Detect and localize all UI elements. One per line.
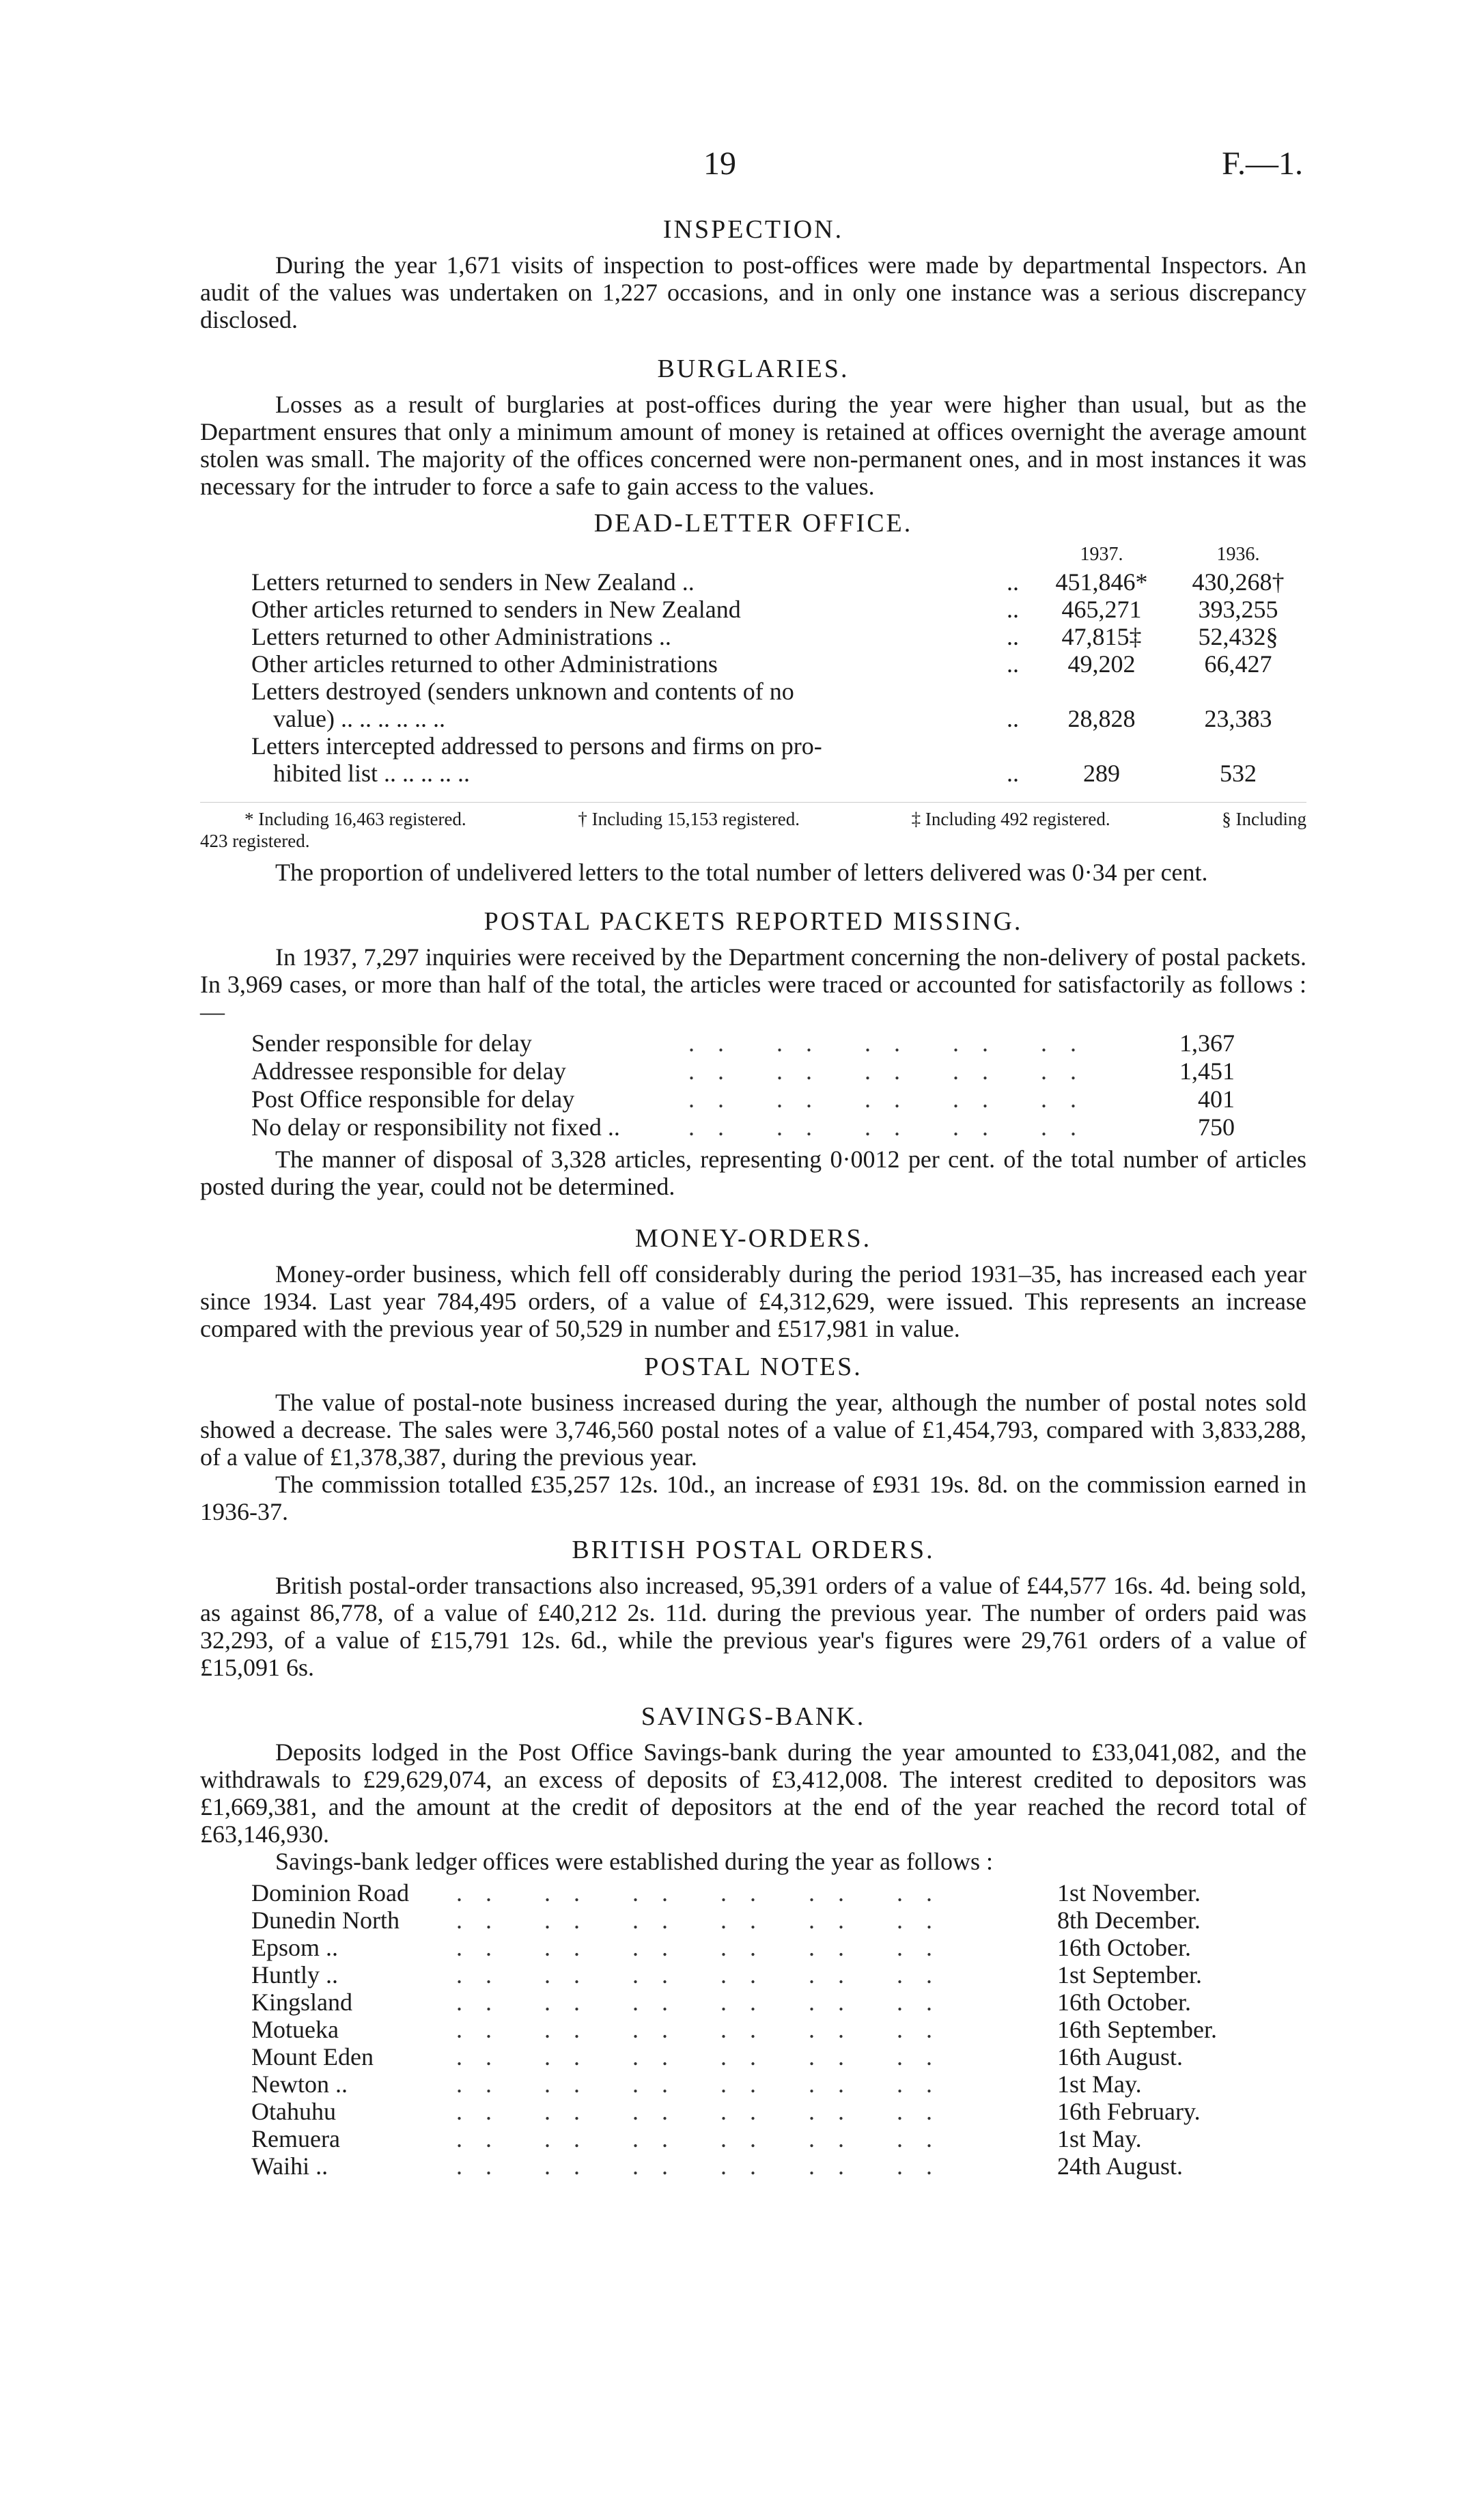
row-label: Letters returned to other Administrations ..	[251, 623, 671, 650]
value-1936: 430,268†	[1192, 568, 1285, 596]
office-name: Huntly ..	[251, 1961, 339, 1988]
missing-intro: In 1937, 7,297 inquiries were received by the Department concerning the non-delivery of postal packets. In 3,969 cases, or more than half of the total, the articles were traced or accounted for satisfactorily as follows :—	[200, 943, 1306, 1025]
postal-notes-heading: POSTAL NOTES.	[644, 1353, 863, 1381]
footnote: † Including 15,153 registered.	[578, 809, 800, 829]
office-date: 16th October.	[1057, 1934, 1191, 1961]
dead-letter-table	[200, 541, 1306, 787]
row-label: Other articles returned to other Administrations	[251, 650, 718, 678]
row-label: Post Office responsible for delay	[251, 1085, 575, 1113]
table-row: Addressee responsible for delay .. .. .. .. .. 1,451	[251, 1057, 1262, 1085]
office-date: 16th February.	[1057, 2098, 1201, 2125]
office-name: Newton ..	[251, 2070, 348, 2098]
row-label: Sender responsible for delay	[251, 1029, 532, 1057]
value-1937: 289	[1083, 760, 1120, 787]
table-row: Sender responsible for delay .. .. .. .. .. 1,367	[251, 1029, 1262, 1057]
row-label: Letters intercepted addressed to persons and firms on pro- hibited list .. .. .. .. ..	[251, 732, 822, 787]
col-1937-header: 1937.	[1080, 544, 1123, 565]
office-date: 16th August.	[1057, 2043, 1184, 2070]
missing-closing: The manner of disposal of 3,328 articles, representing 0·0012 per cent. of the total number of articles posted during the year, could not be determined.	[200, 1146, 1306, 1200]
page-content	[200, 205, 1306, 2180]
value-1937: 28,828	[1067, 705, 1136, 732]
row-label: Addressee responsible for delay	[251, 1057, 566, 1085]
office-date: 16th September.	[1057, 2016, 1217, 2043]
footnote: 423 registered.	[200, 831, 310, 851]
list-item: Huntly .. .. .. .. .. .. .. 1st September.	[251, 1961, 1289, 1988]
savings-bank-list-intro: Savings-bank ledger offices were established during the year as follows :	[275, 1848, 994, 1875]
postal-notes-paragraph-2: The commission totalled £35,257 12s. 10d., an increase of £931 19s. 8d. on the commission earned in 1936-37.	[200, 1471, 1306, 1525]
office-date: 1st November.	[1057, 1879, 1201, 1907]
office-date: 1st May.	[1057, 2070, 1142, 2098]
row-value: 401	[1198, 1085, 1235, 1113]
list-item: Waihi .. .. .. .. .. .. .. 24th August.	[251, 2152, 1289, 2180]
office-name: Kingsland	[251, 1988, 352, 2016]
office-name: Dunedin North	[251, 1907, 400, 1934]
value-1936: 66,427	[1204, 650, 1272, 678]
office-name: Remuera	[251, 2125, 340, 2152]
report-code: F.—1.	[1222, 145, 1303, 182]
row-label: No delay or responsibility not fixed ..	[251, 1113, 620, 1141]
footnotes	[200, 802, 1306, 852]
row-label: Letters returned to senders in New Zealand ..	[251, 568, 695, 596]
british-postal-orders-heading: BRITISH POSTAL ORDERS.	[572, 1536, 935, 1564]
footnote: * Including 16,463 registered.	[244, 809, 466, 829]
proportion-paragraph: The proportion of undelivered letters to the total number of letters delivered was 0·34 per cent.	[275, 859, 1208, 886]
office-name: Motueka	[251, 2016, 339, 2043]
value-1937: 47,815‡	[1061, 623, 1142, 650]
list-item: Otahuhu .. .. .. .. .. .. 16th February.	[251, 2098, 1289, 2125]
list-item: Epsom .. .. .. .. .. .. .. 16th October.	[251, 1934, 1289, 1961]
col-1936-header: 1936.	[1216, 544, 1260, 565]
table-row: Letters returned to senders in New Zealand .. .. 451,846* 430,268†	[200, 568, 1306, 596]
dead-letter-header-row	[200, 541, 1306, 568]
row-label: Letters destroyed (senders unknown and contents of no value) .. .. .. .. .. ..	[251, 678, 794, 732]
office-name: Waihi ..	[251, 2152, 328, 2180]
missing-table	[251, 1029, 1262, 1141]
table-row: No delay or responsibility not fixed .. .. .. .. .. .. 750	[251, 1113, 1262, 1141]
table-row: Letters intercepted addressed to persons and firms on pro- hibited list .. .. .. .. .. .. 289 532	[200, 732, 1306, 787]
dead-letter-heading: DEAD-LETTER OFFICE.	[593, 509, 913, 538]
value-1937: 49,202	[1067, 650, 1136, 678]
inspection-paragraph: During the year 1,671 visits of inspection to post-offices were made by departmental Inspectors. An audit of the values was undertaken on 1,227 occasions, and in only one instance was a serious discrepancy disclosed.	[200, 251, 1306, 333]
value-1936: 532	[1220, 760, 1257, 787]
list-item: Kingsland .. .. .. .. .. .. 16th October.	[251, 1988, 1289, 2016]
office-name: Dominion Road	[251, 1879, 409, 1907]
money-orders-heading: MONEY-ORDERS.	[634, 1224, 872, 1253]
office-date: 24th August.	[1057, 2152, 1184, 2180]
list-item: Newton .. .. .. .. .. .. .. 1st May.	[251, 2070, 1289, 2098]
burglaries-paragraph: Losses as a result of burglaries at post-offices during the year were higher than usual, but as the Department ensures that only a minimum amount of money is retained at offices overnight the average amount stolen was small. The majority of the offices concerned were non-permanent ones, and in most instances it was necessary for the intruder to force a safe to gain access to the values.	[200, 391, 1306, 500]
savings-bank-paragraph: Deposits lodged in the Post Office Savings-bank during the year amounted to £33,041,082, and the withdrawals to £29,629,074, an excess of deposits of £3,412,008. The interest credited to depositors was £1,669,381, and the amount at the credit of depositors at the end of the year reached the record total of £63,146,930.	[200, 1738, 1306, 1848]
row-value: 1,367	[1179, 1029, 1235, 1057]
value-1936: 393,255	[1198, 596, 1278, 623]
value-1937: 465,271	[1061, 596, 1142, 623]
table-row: Other articles returned to other Administrations .. 49,202 66,427	[200, 650, 1306, 678]
list-item: Mount Eden .. .. .. .. .. .. 16th August.	[251, 2043, 1289, 2070]
list-item: Dominion Road .. .. .. .. .. .. 1st November.	[251, 1879, 1289, 1907]
page-number: 19	[703, 145, 736, 182]
list-item: Motueka .. .. .. .. .. .. 16th September.	[251, 2016, 1289, 2043]
savings-offices-table	[251, 1879, 1289, 2180]
office-name: Mount Eden	[251, 2043, 374, 2070]
burglaries-heading: BURGLARIES.	[657, 355, 850, 383]
table-row: Letters destroyed (senders unknown and contents of no value) .. .. .. .. .. .. .. 28,828 23,383	[200, 678, 1306, 732]
office-name: Otahuhu	[251, 2098, 336, 2125]
value-1937: 451,846*	[1055, 568, 1148, 596]
office-date: 1st September.	[1057, 1961, 1202, 1988]
list-item: Remuera .. .. .. .. .. .. 1st May.	[251, 2125, 1289, 2152]
inspection-heading: INSPECTION.	[662, 215, 844, 244]
office-name: Epsom ..	[251, 1934, 339, 1961]
footnote: § Including	[1222, 809, 1306, 829]
missing-heading: POSTAL PACKETS REPORTED MISSING.	[484, 907, 1023, 936]
footnote: ‡ Including 492 registered.	[911, 809, 1110, 829]
office-date: 16th October.	[1057, 1988, 1191, 2016]
savings-bank-heading: SAVINGS-BANK.	[641, 1702, 866, 1731]
table-row: Letters returned to other Administrations .. .. 47,815‡ 52,432§	[200, 623, 1306, 650]
table-row: Post Office responsible for delay .. .. .. .. .. 401	[251, 1085, 1262, 1113]
table-row: Other articles returned to senders in New Zealand .. 465,271 393,255	[200, 596, 1306, 623]
money-orders-paragraph: Money-order business, which fell off considerably during the period 1931–35, has increased each year since 1934. Last year 784,495 orders, of a value of £4,312,629, were issued. This represents an increase compared with the previous year of 50,529 in number and £517,981 in value.	[200, 1260, 1306, 1342]
value-1936: 23,383	[1204, 705, 1272, 732]
list-item: Dunedin North .. .. .. .. .. .. 8th December.	[251, 1907, 1289, 1934]
british-postal-orders-paragraph: British postal-order transactions also increased, 95,391 orders of a value of £44,577 16s. 4d. being sold, as against 86,778, of a value of £40,212 2s. 11d. during the previous year. The number of orders paid was 32,293, of a value of £15,791 12s. 6d., while the previous year's figures were 29,761 orders of a value of £15,091 6s.	[200, 1572, 1306, 1681]
office-date: 8th December.	[1057, 1907, 1201, 1934]
value-1936: 52,432§	[1198, 623, 1278, 650]
row-label: Other articles returned to senders in New Zealand	[251, 596, 741, 623]
office-date: 1st May.	[1057, 2125, 1142, 2152]
row-value: 1,451	[1179, 1057, 1235, 1085]
postal-notes-paragraph-1: The value of postal-note business increased during the year, although the number of postal notes sold showed a decrease. The sales were 3,746,560 postal notes of a value of £1,454,793, compared with 3,833,288, of a value of £1,378,387, during the previous year.	[200, 1389, 1306, 1471]
row-value: 750	[1198, 1113, 1235, 1141]
